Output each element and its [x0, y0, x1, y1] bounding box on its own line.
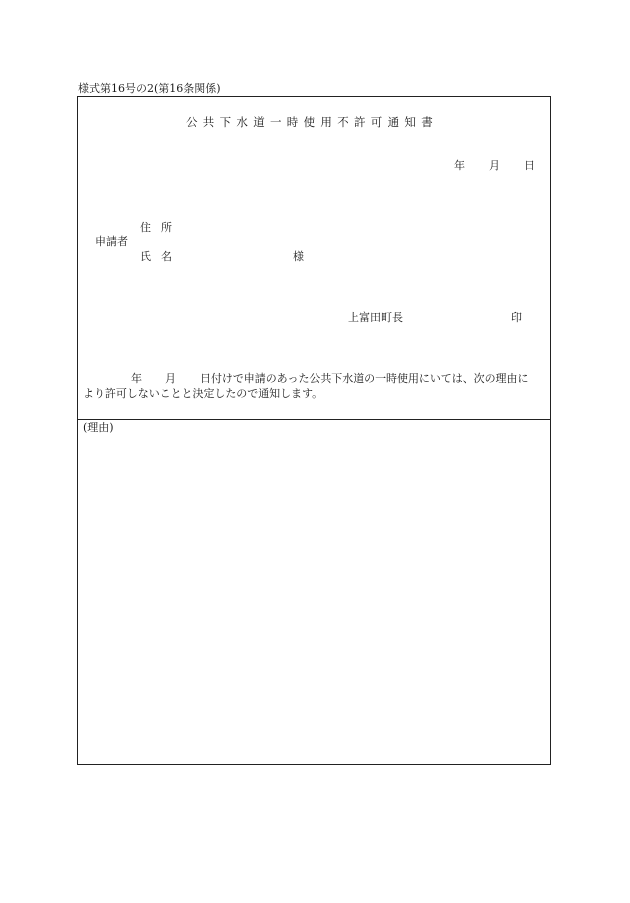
body-month-label: 月 — [165, 372, 176, 385]
body-text-line-2: より許可しないことと決定したので通知します。 — [83, 387, 324, 400]
section-divider — [78, 419, 550, 420]
document-title: 公共下水道一時使用不許可通知書 — [186, 115, 438, 129]
name-label: 氏名 — [140, 250, 182, 263]
body-text-line-1: 日付けで申請のあった公共下水道の一時使用にいては、次の理由に — [200, 372, 529, 385]
date-day-label: 日 — [524, 159, 535, 172]
form-box — [77, 96, 551, 765]
date-month-label: 月 — [489, 159, 500, 172]
address-label: 住所 — [140, 221, 182, 234]
form-number-label: 様式第16号の2(第16条関係) — [78, 82, 221, 95]
reason-label: (理由) — [83, 421, 114, 434]
seal-mark: 印 — [511, 311, 522, 324]
body-year-label: 年 — [131, 372, 142, 385]
honorific-sama: 様 — [293, 250, 304, 263]
issuer-title: 上富田町長 — [348, 311, 403, 324]
date-year-label: 年 — [454, 159, 465, 172]
applicant-label: 申請者 — [95, 235, 128, 248]
